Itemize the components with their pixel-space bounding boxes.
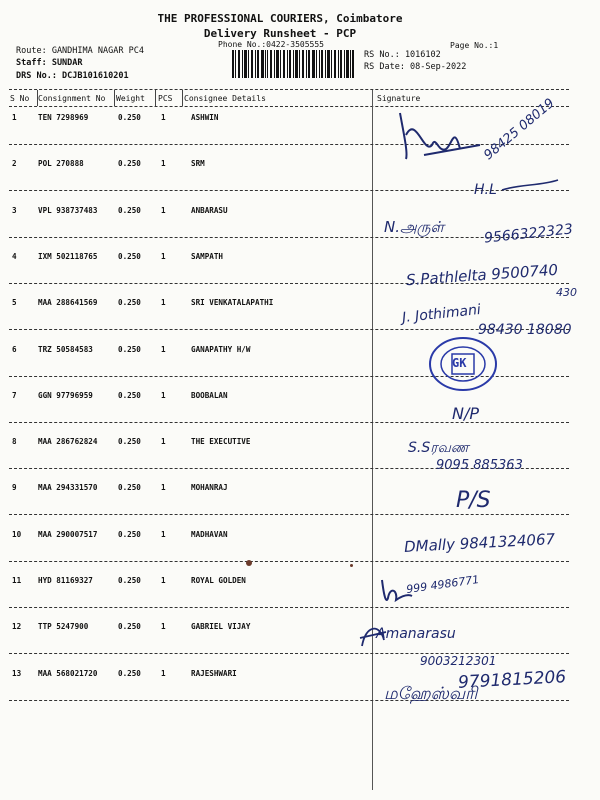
sig-row12-name: Amanarasu bbox=[376, 626, 456, 642]
col-signature: Signature bbox=[377, 94, 421, 103]
sig-row11-phone: 999 4986771 bbox=[405, 572, 481, 597]
row-consignee: SRI VENKATALAPATHI bbox=[191, 298, 274, 307]
row-consignee: GABRIEL VIJAY bbox=[191, 622, 251, 631]
sig-row12-phone: 9003212301 bbox=[420, 654, 497, 668]
row-separator bbox=[9, 422, 569, 423]
row-separator bbox=[9, 144, 569, 145]
row-pcs: 1 bbox=[161, 113, 166, 122]
row-sno: 3 bbox=[12, 206, 17, 215]
row-consignee: MOHANRAJ bbox=[191, 483, 228, 492]
row-consignment: MAA 290007517 bbox=[38, 530, 98, 539]
row-consignment: MAA 294331570 bbox=[38, 483, 98, 492]
row-weight: 0.250 bbox=[118, 252, 141, 261]
sig-row10: DMally 9841324067 bbox=[403, 530, 556, 556]
row-weight: 0.250 bbox=[118, 345, 141, 354]
row-consignment: HYD 81169327 bbox=[38, 576, 93, 585]
col-consignee: Consignee Details bbox=[184, 94, 266, 103]
signature-scribble-12 bbox=[358, 620, 388, 650]
row-pcs: 1 bbox=[161, 530, 166, 539]
row-sno: 5 bbox=[12, 298, 17, 307]
rs-date: RS Date: 08-Sep-2022 bbox=[364, 62, 467, 72]
row-consignment: TTP 5247900 bbox=[38, 622, 89, 631]
row-consignee: ANBARASU bbox=[191, 206, 228, 215]
scan-speck bbox=[246, 560, 252, 566]
row-weight: 0.250 bbox=[118, 298, 141, 307]
sig-row5-name: J. Jothimani bbox=[401, 301, 482, 327]
row-pcs: 1 bbox=[161, 391, 166, 400]
row-pcs: 1 bbox=[161, 206, 166, 215]
row-sno: 6 bbox=[12, 345, 17, 354]
row-pcs: 1 bbox=[161, 669, 166, 678]
sig-row13-name: மஹேஸ்வரி bbox=[384, 684, 478, 704]
row-consignment: IXM 502118765 bbox=[38, 252, 98, 261]
drs-number: DRS No.: DCJB101610201 bbox=[16, 71, 129, 81]
row-consignment: MAA 286762824 bbox=[38, 437, 98, 446]
row-pcs: 1 bbox=[161, 345, 166, 354]
col-divider bbox=[155, 90, 156, 106]
signature-scribble-2 bbox=[500, 176, 560, 196]
row-consignment: MAA 288641569 bbox=[38, 298, 98, 307]
header-bottom-rule bbox=[9, 106, 569, 107]
table-top-rule bbox=[9, 89, 569, 90]
sig-row4-extra: 430 bbox=[556, 286, 577, 299]
col-pcs: PCS bbox=[158, 94, 173, 103]
row-sno: 7 bbox=[12, 391, 17, 400]
sig-row7: N/P bbox=[452, 404, 480, 423]
row-sno: 4 bbox=[12, 252, 17, 261]
row-consignee: GANAPATHY H/W bbox=[191, 345, 251, 354]
staff: Staff: SUNDAR bbox=[16, 58, 83, 68]
row-sno: 8 bbox=[12, 437, 17, 446]
sig-row5-phone: 98430 18080 bbox=[478, 322, 572, 338]
row-sno: 10 bbox=[12, 530, 22, 539]
route: Route: GANDHIMA NAGAR PC4 bbox=[16, 46, 144, 56]
col-weight: Weight bbox=[116, 94, 145, 103]
row-sno: 13 bbox=[12, 669, 22, 678]
barcode bbox=[232, 50, 354, 78]
runsheet-subtitle: Delivery Runsheet - PCP bbox=[203, 27, 357, 40]
sig-row8-phone: 9095 885363 bbox=[436, 458, 523, 473]
row-consignee: ASHWIN bbox=[191, 113, 219, 122]
runsheet-title: THE PROFESSIONAL COURIERS, Coimbatore bbox=[157, 12, 403, 25]
stamp-monogram: GK bbox=[452, 356, 467, 370]
scan-speck bbox=[350, 564, 353, 567]
row-consignee: SRM bbox=[191, 159, 205, 168]
row-consignment: TEN 7298969 bbox=[38, 113, 89, 122]
row-weight: 0.250 bbox=[118, 391, 141, 400]
row-consignee: THE EXECUTIVE bbox=[191, 437, 251, 446]
row-consignee: MADHAVAN bbox=[191, 530, 228, 539]
col-sno: S No bbox=[10, 94, 30, 103]
row-sno: 12 bbox=[12, 622, 22, 631]
row-pcs: 1 bbox=[161, 576, 166, 585]
row-weight: 0.250 bbox=[118, 113, 141, 122]
row-separator bbox=[9, 561, 569, 562]
row-separator bbox=[9, 607, 569, 608]
sig-row3-phone: 9566322323 bbox=[483, 221, 574, 247]
col-divider bbox=[182, 90, 183, 106]
signature-scribble-1 bbox=[394, 105, 484, 165]
row-consignment: MAA 568021720 bbox=[38, 669, 98, 678]
col-divider bbox=[114, 90, 115, 106]
row-weight: 0.250 bbox=[118, 530, 141, 539]
row-pcs: 1 bbox=[161, 298, 166, 307]
row-consignment: VPL 938737483 bbox=[38, 206, 98, 215]
row-consignee: RAJESHWARI bbox=[191, 669, 237, 678]
row-consignee: BOOBALAN bbox=[191, 391, 228, 400]
row-weight: 0.250 bbox=[118, 622, 141, 631]
row-separator bbox=[9, 514, 569, 515]
row-separator bbox=[9, 700, 569, 701]
page-number: Page No.:1 bbox=[450, 41, 499, 50]
row-consignee: SAMPATH bbox=[191, 252, 224, 261]
row-pcs: 1 bbox=[161, 437, 166, 446]
sig-row2: H.L bbox=[474, 182, 497, 198]
row-consignee: ROYAL GOLDEN bbox=[191, 576, 246, 585]
row-pcs: 1 bbox=[161, 252, 166, 261]
rs-number: RS No.: 1016102 bbox=[364, 50, 441, 60]
row-weight: 0.250 bbox=[118, 206, 141, 215]
row-weight: 0.250 bbox=[118, 159, 141, 168]
sig-row9: P/S bbox=[456, 488, 491, 513]
sig-row4: S.Pathlelta 9500740 bbox=[405, 260, 559, 290]
signature-column-divider bbox=[372, 90, 373, 790]
row-sno: 2 bbox=[12, 159, 17, 168]
phone-number: Phone No.:0422-3505555 bbox=[218, 40, 324, 49]
sig-row1-phone: 98425 08019 bbox=[481, 95, 558, 164]
row-sno: 11 bbox=[12, 576, 22, 585]
sig-row8-name: S.Sரவண bbox=[408, 440, 469, 456]
row-pcs: 1 bbox=[161, 159, 166, 168]
row-weight: 0.250 bbox=[118, 437, 141, 446]
row-sno: 9 bbox=[12, 483, 17, 492]
row-consignment: GGN 97796959 bbox=[38, 391, 93, 400]
row-weight: 0.250 bbox=[118, 483, 141, 492]
row-consignment: TRZ 50584583 bbox=[38, 345, 93, 354]
col-consignment: Consignment No bbox=[38, 94, 106, 103]
row-weight: 0.250 bbox=[118, 576, 141, 585]
sig-row3-name: N.அருள் bbox=[384, 218, 445, 236]
col-divider bbox=[37, 90, 38, 106]
sig-row13-phone: 9791815206 bbox=[457, 667, 567, 693]
row-weight: 0.250 bbox=[118, 669, 141, 678]
row-sno: 1 bbox=[12, 113, 17, 122]
row-pcs: 1 bbox=[161, 483, 166, 492]
row-consignment: POL 270888 bbox=[38, 159, 84, 168]
row-pcs: 1 bbox=[161, 622, 166, 631]
